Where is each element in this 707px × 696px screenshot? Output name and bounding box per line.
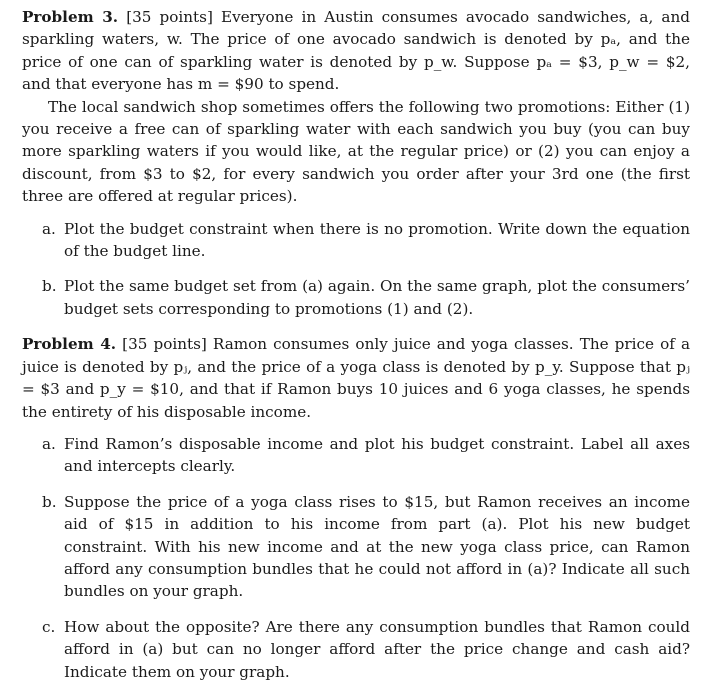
item-text: How about the opposite? Are there any consumption bundles that Ramon could afford in (a) but can no longer afford after the price change and cash aid? Indicate them on your graph. [64,617,690,681]
list-item [22,275,690,320]
item-marker: a. [42,434,56,453]
problem-4-intro [22,333,690,423]
item-text: Plot the budget constraint when there is no promotion. Write down the equation of the budget line. [64,219,690,261]
problem-3-intro [22,6,690,96]
problem-4-intro-text: Ramon consumes only juice and yoga classes. The price of a juice is denoted by pⱼ, and the price of a yoga class is denoted by p_y. Suppose that pⱼ = $3 and p_y = $10, and that if Ramon buys 10 juices and 6 yoga classes, he spends the entirety of his disposable income. [22,335,691,421]
problem-4-label: Problem 4. [22,335,117,354]
problem-3-intro-text: Everyone in Austin consumes avocado sandwiches, a, and sparkling waters, w. The price of one avocado sandwich is denoted by pₐ, and the price of one can of sparkling water is denoted by p_w. Suppose pₐ = $3, p_w = $2, and that everyone has m = $90 to spend. [22,8,690,94]
list-item [22,218,690,263]
item-marker: c. [42,617,56,636]
list-item [22,433,690,478]
problem-3-label: Problem 3. [22,8,119,26]
document-page [22,6,690,696]
item-marker: b. [42,492,57,511]
list-item [22,491,690,603]
item-marker: b. [42,277,57,296]
problem-3-points: [35 points] [118,8,221,26]
item-marker: a. [42,219,56,238]
problem-4-subquestions [22,433,690,683]
item-text: Find Ramon’s disposable income and plot his budget constraint. Label all axes and intercepts clearly. [64,434,690,476]
item-text: Suppose the price of a yoga class rises to $15, but Ramon receives an income aid of $15 in addition to his income from part (a). Plot his new budget constraint. With his new income and at the new yoga class price, can Ramon afford any consumption bundles that he could not afford in (a)? Indicate all such bundles on your graph. [64,492,690,601]
problem-3-subquestions [22,218,690,321]
item-text: Plot the same budget set from (a) again. On the same graph, plot the consumers’ budget sets corresponding to promotions (1) and (2). [64,277,690,318]
problem-4-points: [35 points] [116,335,213,354]
problem-3-promotions: The local sandwich shop sometimes offers the following two promotions: Either (1) you receive a free can of sparkling water with each sandwich you buy (you can buy more sparkling waters if you would like, at the regular price) or (2) you can enjoy a discount, from $3 to $2, for every sandwich you order after your 3rd one (the first three are offered at regular prices). [22,97,690,206]
list-item [22,616,690,683]
